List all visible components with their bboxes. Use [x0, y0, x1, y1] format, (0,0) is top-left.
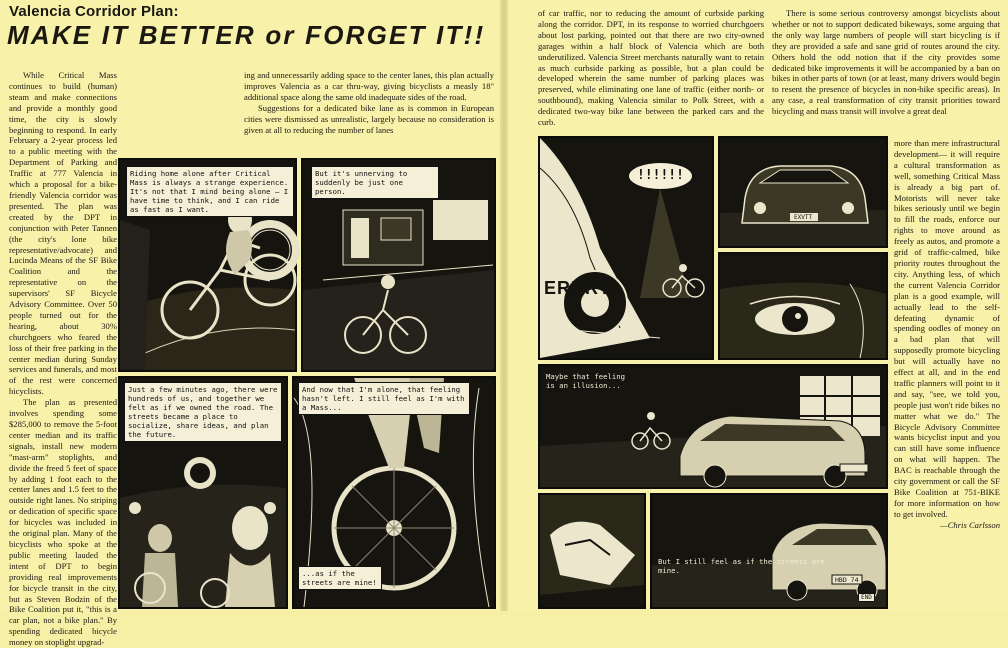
end-tag: END — [858, 593, 875, 602]
comic-panel-5 — [538, 136, 714, 360]
paragraph: ing and unnecessarily adding space to the center lanes, this plan actually improves Valencia as a car thru-way, giving bicyclists a measly 18" additional space along the same old inadequate sides of the road. — [244, 70, 494, 102]
article-kicker: Valencia Corridor Plan: — [9, 3, 179, 20]
page-gutter — [500, 0, 508, 611]
brake-sound-effect: ERRRT! — [544, 278, 618, 298]
paragraph: Suggestions for a dedicated bike lane as is common in European cities were dismissed as unrealistic, largely because no consideration is given at all to reducing the number of lanes — [244, 102, 494, 135]
right-column-2 — [772, 8, 1000, 136]
comic-panel-1 — [118, 158, 297, 372]
comic-panel-6 — [718, 136, 888, 248]
panel-caption: Just a few minutes ago, there were hundreds of us, and together we felt as if we owned the road. The streets became a place to socialize, share ideas, and plan the future. — [124, 382, 282, 442]
comic-panel-4 — [292, 376, 496, 609]
right-column-1 — [538, 8, 764, 136]
paragraph: There is some serious controversy amongst bicyclists about whether or not to support dedicated bikeways, some arguing that the only way large numbers of people will start bicycling is if they are provided a safe and sane grid of routes around the city. Others hold the odd notion that if the city provides some dedicated bike improvements it will be accompanied by a ban on bikes in other parts of town (or at least, many drivers would begin to resent the presence of bicycles in non-bike specific areas). In any case, a real transformation of city transit priorities toward bicycling and mass transit will involve a great deal — [772, 8, 1000, 117]
comic-panel-7 — [718, 252, 888, 360]
panel-caption: Maybe that feeling is an illusion... — [546, 372, 626, 390]
right-column-2-side — [894, 138, 1000, 608]
paragraph: of car traffic, nor to reducing the amount of curbside parking along the corridor. DPT, in its response to worried churchgoers about lost parking, pointed out that there are two city-owned garages within a half block of Valencia which are both underutilized. Valencia Street merchants naturally want to retain as much curbside parking as possible, but a plan could be developed wherein the same number of parking places was preserved, while eliminating one lane of traffic (either north- or southbound), making Valencia similar to Polk Street, with a dedicated two-way bike lane between the parked cars and the curb. — [538, 8, 764, 128]
license-plate-top: EXVTT — [794, 214, 813, 221]
byline: —Chris Carlsson — [940, 519, 1000, 530]
comic-panel-8 — [538, 364, 888, 489]
panel-caption: Riding home alone after Critical Mass is always a strange experience. It's not that I mind being alone — I have time to think, and I can ride as fast as I want. — [126, 166, 294, 217]
panel-caption: But I still feel as if the streets are mine. — [658, 557, 825, 575]
paragraph: more than mere infrastructural development— it will require a cultural transformation as well, something Critical Mass is already a big part of. Motorists will never take bikes seriously until we begin to fill the roads, enforce our rights to move around as freely as autos, and promote a grid of traffic-calmed, bike priority routes throughout the city. Anything less, of which the current Valencia Corridor plan is a good example, will actually lead to the self-defeating dynamic of spending oodles of money on a bad plan that will supposedly promote bicycling but will actually have no effect at all, and in the end traffic planners will point to it and say, "see, we told you, people just won't ride bikes no matter what we do." The Bicycle Advisory Committee wants bicyclist input and you can still have some influence on what will happen. The BAC is reachable through the city government or call the SF Bike Coalition at 751-BIKE for more information on how to get involved. — [894, 138, 1000, 519]
comic-panel-9 — [538, 493, 646, 609]
panel-caption-bottom: ...as if the streets are mine! — [298, 566, 382, 590]
panel-caption: And now that I'm alone, that feeling hasn't left. I still feel as I'm with a Mass... — [298, 382, 470, 415]
paragraph: While Critical Mass continues to build (human) steam and make connections and provide a monthly good time, the city is slowly beginning to respond. In early February a 2-year process led to a public meeting with the Department of Parking and Traffic at 777 Valencia in which a proposal for a bike-friendly Valencia corridor was presented. The plan was created by the DPT in conjunction with Peter Tannen (the city's lone bike representative/advocate) and Lucinda Means of the SF Bike Coalition and the representative on the supervisors' SF Bicycle Advisory Committee. Over 50 people turned out for the hearing, about 30% churchgoers who feared the loss of their free parking in the center median during Sunday services and funerals, and most of the rest were concerned bicyclists. — [9, 70, 117, 397]
panel-caption: But it's unnerving to suddenly be just one person. — [311, 166, 439, 199]
article-headline: MAKE IT BETTER or FORGET IT!! — [7, 20, 486, 50]
comic-panel-2 — [301, 158, 496, 372]
left-column-2 — [244, 70, 494, 152]
paragraph: The plan as presented involves spending some $285,000 to remove the 5-foot center median and its traffic signals, install new modern "mast-arm" stoplights, and divide the freed 5 feet of space by adding 1 foot each to the center lanes and 1.5 feet to the outside right lanes. No striping or dedication of specific space for bicycles was included in the original plan. Many of the bicyclists who spoke at the public meeting lauded the intent of DPT to begin providing real improvements for bicycle transit in the city, but as Steven Bodzin of the Bike Coalition put it, "this is a car plan, not a bike plan." By spending dedicated bicycle money on stoplight upgrad- — [9, 397, 117, 648]
comic-panel-3 — [118, 376, 288, 609]
left-page — [0, 0, 500, 648]
right-page — [508, 0, 1008, 611]
left-column-1 — [9, 70, 117, 648]
comic-panel-10 — [650, 493, 888, 609]
license-plate-bottom: HBD 74 — [835, 576, 859, 584]
scream-bubble: !!!!!! — [628, 162, 693, 190]
